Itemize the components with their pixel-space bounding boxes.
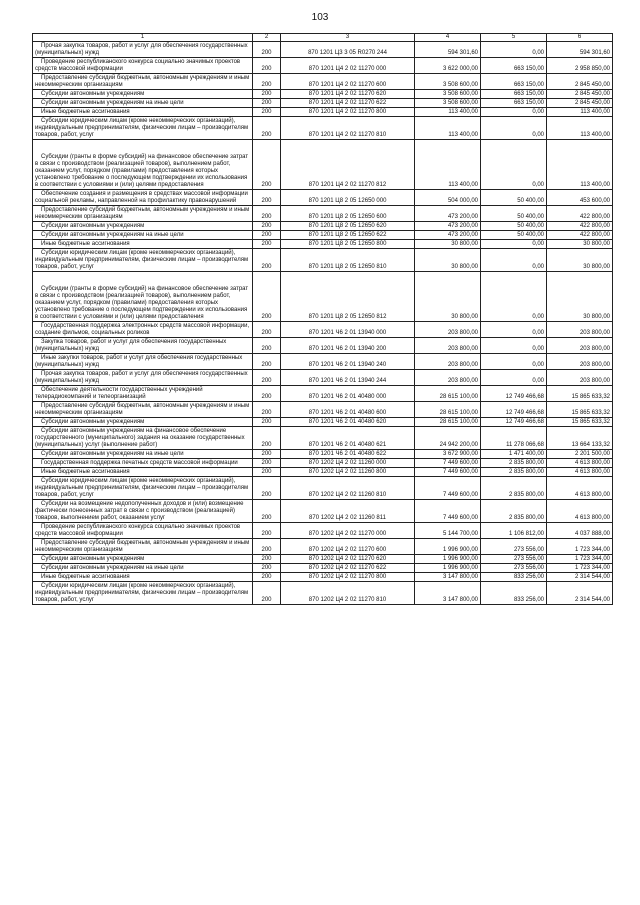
row-amount-cell: 203 800,00: [415, 370, 481, 386]
row-amount-cell: 473 200,00: [415, 206, 481, 222]
row-amount-cell: 30 800,00: [415, 240, 481, 249]
row-code-cell: 870 1201 Ц4 2 02 11270 620: [281, 90, 415, 99]
table-row: [33, 231, 613, 240]
row-executed-cell: 0,00: [481, 249, 547, 272]
row-name-cell: Субсидии (гранты в форме субсидий) на финансовое обеспечение затрат в связи с производством (реализацией товаров), выполнением работ, оказанием услуг, порядком (правилами) предоставления которых установлено требование о последующем подтверждении их использования в соответствии с условиями и (или) целями предоставления: [33, 140, 253, 190]
row-name-cell: Обеспечение деятельности государственных учреждений телерадиокомпаний и телеорганизаций: [33, 386, 253, 402]
row-name-cell: Предоставление субсидий бюджетным, автономным учреждениям и иным некоммерческим организациям: [33, 206, 253, 222]
row-remainder-cell: 453 600,00: [547, 190, 613, 206]
row-amount-cell: 3 508 600,00: [415, 99, 481, 108]
row-column2-cell: 200: [253, 74, 281, 90]
row-amount-cell: 203 800,00: [415, 322, 481, 338]
row-column2-cell: 200: [253, 539, 281, 555]
row-code-cell: 870 1201 Ц8 2 05 12650 000: [281, 190, 415, 206]
row-name-cell: Субсидии автономным учреждениям: [33, 222, 253, 231]
row-code-cell: 870 1201 Ц4 2 02 11270 600: [281, 74, 415, 90]
row-amount-cell: 113 400,00: [415, 117, 481, 140]
row-amount-cell: 113 400,00: [415, 140, 481, 190]
row-remainder-cell: 2 314 544,00: [547, 573, 613, 582]
row-amount-cell: 203 800,00: [415, 338, 481, 354]
row-column2-cell: 200: [253, 240, 281, 249]
row-remainder-cell: 2 958 850,00: [547, 58, 613, 74]
table-row: [33, 58, 613, 74]
row-column2-cell: 200: [253, 468, 281, 477]
row-remainder-cell: 4 037 888,00: [547, 523, 613, 539]
row-column2-cell: 200: [253, 370, 281, 386]
row-amount-cell: 3 147 800,00: [415, 573, 481, 582]
table-row: [33, 539, 613, 555]
row-amount-cell: 594 301,60: [415, 42, 481, 58]
row-executed-cell: 0,00: [481, 140, 547, 190]
page-number: 103: [311, 12, 329, 23]
row-executed-cell: 12 749 466,68: [481, 418, 547, 427]
row-code-cell: 870 1202 Ц4 2 02 11270 600: [281, 539, 415, 555]
row-column2-cell: 200: [253, 222, 281, 231]
row-amount-cell: 7 449 600,00: [415, 459, 481, 468]
row-name-cell: Субсидии автономным учреждениям на иные цели: [33, 99, 253, 108]
row-remainder-cell: 2 845 450,00: [547, 90, 613, 99]
row-name-cell: Государственная поддержка электронных средств массовой информации, создание фильмов, социальных роликов: [33, 322, 253, 338]
row-remainder-cell: 4 613 800,00: [547, 468, 613, 477]
row-remainder-cell: 594 301,60: [547, 42, 613, 58]
row-amount-cell: 3 508 600,00: [415, 74, 481, 90]
row-executed-cell: 0,00: [481, 322, 547, 338]
row-name-cell: Иные бюджетные ассигнования: [33, 240, 253, 249]
row-name-cell: Предоставление субсидий бюджетным, автономным учреждениям и иным некоммерческим организациям: [33, 402, 253, 418]
row-remainder-cell: 203 800,00: [547, 338, 613, 354]
row-name-cell: Прочая закупка товаров, работ и услуг для обеспечения государственных (муниципальных) нужд: [33, 42, 253, 58]
row-column2-cell: 200: [253, 231, 281, 240]
row-code-cell: 870 1201 Ц8 2 05 12650 622: [281, 231, 415, 240]
row-column2-cell: 200: [253, 108, 281, 117]
table-row: [33, 74, 613, 90]
row-code-cell: 870 1201 Ч6 2 01 13940 240: [281, 354, 415, 370]
row-name-cell: Иные бюджетные ассигнования: [33, 573, 253, 582]
row-remainder-cell: 2 201 500,00: [547, 450, 613, 459]
table-row: [33, 338, 613, 354]
row-executed-cell: 0,00: [481, 108, 547, 117]
column-header: 3: [281, 34, 415, 42]
row-code-cell: 870 1202 Ц4 2 02 11260 000: [281, 459, 415, 468]
column-header: 6: [547, 34, 613, 42]
row-executed-cell: 833 256,00: [481, 582, 547, 605]
row-amount-cell: 5 144 700,00: [415, 523, 481, 539]
row-executed-cell: 273 556,00: [481, 555, 547, 564]
table-row: [33, 370, 613, 386]
row-executed-cell: 663 150,00: [481, 99, 547, 108]
table-row: [33, 190, 613, 206]
table-row: [33, 468, 613, 477]
row-name-cell: Прочая закупка товаров, работ и услуг для обеспечения государственных (муниципальных) нужд: [33, 370, 253, 386]
row-amount-cell: 3 672 900,00: [415, 450, 481, 459]
row-remainder-cell: 113 400,00: [547, 117, 613, 140]
row-executed-cell: 1 106 812,00: [481, 523, 547, 539]
row-amount-cell: 1 996 900,00: [415, 555, 481, 564]
table-row: [33, 477, 613, 500]
table-row: [33, 386, 613, 402]
row-column2-cell: 200: [253, 418, 281, 427]
table-row: [33, 418, 613, 427]
row-remainder-cell: 422 800,00: [547, 206, 613, 222]
row-amount-cell: 30 800,00: [415, 249, 481, 272]
table-row: [33, 582, 613, 605]
row-amount-cell: 3 508 600,00: [415, 90, 481, 99]
row-code-cell: 870 1202 Ц4 2 02 11260 800: [281, 468, 415, 477]
row-name-cell: Субсидии юридическим лицам (кроме некоммерческих организаций), индивидуальным предпринимателям, физическим лицам – производителям товаров, работ, услуг: [33, 582, 253, 605]
row-amount-cell: 203 800,00: [415, 354, 481, 370]
row-column2-cell: 200: [253, 477, 281, 500]
column-header: 5: [481, 34, 547, 42]
row-name-cell: Закупка товаров, работ и услуг для обеспечения государственных (муниципальных) нужд: [33, 338, 253, 354]
row-code-cell: 870 1201 Ч6 2 01 40480 600: [281, 402, 415, 418]
row-code-cell: 870 1201 Ч6 2 01 40480 622: [281, 450, 415, 459]
row-amount-cell: 28 615 100,00: [415, 386, 481, 402]
row-code-cell: 870 1202 Ц4 2 02 11270 000: [281, 523, 415, 539]
row-remainder-cell: 15 865 633,32: [547, 418, 613, 427]
row-name-cell: Предоставление субсидий бюджетным, автономным учреждениям и иным некоммерческим организациям: [33, 539, 253, 555]
row-remainder-cell: 1 723 344,00: [547, 564, 613, 573]
row-amount-cell: 113 400,00: [415, 108, 481, 117]
table-body: [33, 42, 613, 605]
row-name-cell: Иные бюджетные ассигнования: [33, 108, 253, 117]
row-column2-cell: 200: [253, 555, 281, 564]
row-code-cell: 870 1201 Ч6 2 01 13940 000: [281, 322, 415, 338]
row-executed-cell: 663 150,00: [481, 74, 547, 90]
row-executed-cell: 273 556,00: [481, 539, 547, 555]
row-name-cell: Субсидии автономным учреждениям на иные цели: [33, 231, 253, 240]
row-name-cell: Предоставление субсидий бюджетным, автономным учреждениям и иным некоммерческим организациям: [33, 74, 253, 90]
row-column2-cell: 200: [253, 582, 281, 605]
row-remainder-cell: 30 800,00: [547, 249, 613, 272]
row-code-cell: 870 1202 Ц4 2 02 11270 800: [281, 573, 415, 582]
row-executed-cell: 2 835 800,00: [481, 468, 547, 477]
row-column2-cell: 200: [253, 338, 281, 354]
row-name-cell: Субсидии автономным учреждениям на финансовое обеспечение государственного (муниципального) задания на оказание государственных (муниципальных) услуг (выполнение работ): [33, 427, 253, 450]
row-column2-cell: 200: [253, 354, 281, 370]
row-remainder-cell: 2 845 450,00: [547, 99, 613, 108]
table-row: [33, 322, 613, 338]
table-row: [33, 206, 613, 222]
row-code-cell: 870 1201 Ч6 2 01 13940 244: [281, 370, 415, 386]
row-remainder-cell: 30 800,00: [547, 240, 613, 249]
row-column2-cell: 200: [253, 450, 281, 459]
row-code-cell: 870 1202 Ц4 2 02 11260 811: [281, 500, 415, 523]
row-remainder-cell: 422 800,00: [547, 222, 613, 231]
row-remainder-cell: 15 865 633,32: [547, 386, 613, 402]
row-executed-cell: 50 400,00: [481, 222, 547, 231]
row-column2-cell: 200: [253, 190, 281, 206]
row-amount-cell: 24 942 200,00: [415, 427, 481, 450]
row-executed-cell: 0,00: [481, 240, 547, 249]
table-row: [33, 555, 613, 564]
table-row: [33, 222, 613, 231]
row-remainder-cell: 1 723 344,00: [547, 555, 613, 564]
row-executed-cell: 50 400,00: [481, 231, 547, 240]
row-amount-cell: 1 996 900,00: [415, 539, 481, 555]
row-name-cell: Субсидии (гранты в форме субсидий) на финансовое обеспечение затрат в связи с производством (реализацией товаров), выполнением работ, оказанием услуг, порядком (правилами) предоставления которых установлено требование о последующем подтверждении их использования в соответствии с условиями и (или) целями предоставления: [33, 272, 253, 322]
row-name-cell: Субсидии автономным учреждениям: [33, 90, 253, 99]
table-row: [33, 500, 613, 523]
row-remainder-cell: 203 800,00: [547, 322, 613, 338]
row-column2-cell: 200: [253, 90, 281, 99]
row-remainder-cell: 113 400,00: [547, 108, 613, 117]
row-amount-cell: 1 996 900,00: [415, 564, 481, 573]
table-row: [33, 459, 613, 468]
row-column2-cell: 200: [253, 42, 281, 58]
row-column2-cell: 200: [253, 58, 281, 74]
table-row: [33, 272, 613, 322]
table-row: [33, 354, 613, 370]
row-executed-cell: 663 150,00: [481, 58, 547, 74]
row-code-cell: 870 1201 Ч6 2 01 40480 620: [281, 418, 415, 427]
row-name-cell: Субсидии автономным учреждениям: [33, 555, 253, 564]
row-name-cell: Субсидии автономным учреждениям на иные цели: [33, 450, 253, 459]
row-remainder-cell: 30 800,00: [547, 272, 613, 322]
table-row: [33, 573, 613, 582]
row-code-cell: 870 1202 Ц4 2 02 11260 810: [281, 477, 415, 500]
row-remainder-cell: 4 613 800,00: [547, 459, 613, 468]
row-column2-cell: 200: [253, 272, 281, 322]
row-name-cell: Субсидии на возмещение недополученных доходов и (или) возмещение фактически понесенных затрат в связи с производством (реализацией) товаров, выполнением работ, оказанием услуг: [33, 500, 253, 523]
row-code-cell: 870 1201 Ц4 2 02 11270 800: [281, 108, 415, 117]
column-header: 4: [415, 34, 481, 42]
row-executed-cell: 0,00: [481, 272, 547, 322]
row-column2-cell: 200: [253, 249, 281, 272]
row-code-cell: 870 1201 Ч6 2 01 40480 621: [281, 427, 415, 450]
row-executed-cell: 12 749 466,68: [481, 386, 547, 402]
row-amount-cell: 3 622 000,00: [415, 58, 481, 74]
row-column2-cell: 200: [253, 573, 281, 582]
row-name-cell: Государственная поддержка печатных средств массовой информации: [33, 459, 253, 468]
row-code-cell: 870 1201 Ц8 2 05 12650 800: [281, 240, 415, 249]
row-name-cell: Субсидии юридическим лицам (кроме некоммерческих организаций), индивидуальным предпринимателям, физическим лицам – производителям товаров, работ, услуг: [33, 477, 253, 500]
row-executed-cell: 0,00: [481, 42, 547, 58]
row-name-cell: Субсидии автономным учреждениям на иные цели: [33, 564, 253, 573]
row-remainder-cell: 203 800,00: [547, 370, 613, 386]
row-name-cell: Проведение республиканского конкурса социально значимых проектов средств массовой информации: [33, 58, 253, 74]
row-executed-cell: 12 749 466,68: [481, 402, 547, 418]
row-code-cell: 870 1201 Ц4 2 02 11270 810: [281, 117, 415, 140]
row-code-cell: 870 1201 Ц8 2 05 12650 812: [281, 272, 415, 322]
row-code-cell: 870 1201 Ц4 2 02 11270 000: [281, 58, 415, 74]
row-name-cell: Проведение республиканского конкурса социально значимых проектов средств массовой информации: [33, 523, 253, 539]
row-remainder-cell: 113 400,00: [547, 140, 613, 190]
row-code-cell: 870 1201 Ч6 2 01 40480 000: [281, 386, 415, 402]
row-column2-cell: 200: [253, 427, 281, 450]
row-remainder-cell: 15 865 633,32: [547, 402, 613, 418]
row-executed-cell: 1 471 400,00: [481, 450, 547, 459]
table-row: [33, 427, 613, 450]
table-row: [33, 240, 613, 249]
row-name-cell: Иные бюджетные ассигнования: [33, 468, 253, 477]
table-row: [33, 140, 613, 190]
table-row: [33, 450, 613, 459]
row-name-cell: Обеспечение создания и размещения в средствах массовой информации социальной рекламы, направленной на профилактику правонарушений: [33, 190, 253, 206]
column-number-row: [33, 34, 613, 42]
row-code-cell: 870 1201 Ц4 2 02 11270 812: [281, 140, 415, 190]
table-row: [33, 108, 613, 117]
column-header: 1: [33, 34, 253, 42]
row-executed-cell: 273 556,00: [481, 564, 547, 573]
row-executed-cell: 0,00: [481, 370, 547, 386]
row-name-cell: Субсидии юридическим лицам (кроме некоммерческих организаций), индивидуальным предпринимателям, физическим лицам – производителям товаров, работ, услуг: [33, 249, 253, 272]
row-column2-cell: 200: [253, 500, 281, 523]
row-code-cell: 870 1201 Ц8 2 05 12650 810: [281, 249, 415, 272]
row-amount-cell: 473 200,00: [415, 231, 481, 240]
table-row: [33, 99, 613, 108]
row-remainder-cell: 2 314 544,00: [547, 582, 613, 605]
row-amount-cell: 473 200,00: [415, 222, 481, 231]
row-code-cell: 870 1201 Ц3 3 05 R0270 244: [281, 42, 415, 58]
table-row: [33, 42, 613, 58]
row-executed-cell: 50 400,00: [481, 190, 547, 206]
row-column2-cell: 200: [253, 206, 281, 222]
row-executed-cell: 2 835 800,00: [481, 477, 547, 500]
table-row: [33, 523, 613, 539]
table-row: [33, 249, 613, 272]
row-executed-cell: 2 835 800,00: [481, 459, 547, 468]
row-remainder-cell: 422 800,00: [547, 231, 613, 240]
row-column2-cell: 200: [253, 523, 281, 539]
row-name-cell: Субсидии юридическим лицам (кроме некоммерческих организаций), индивидуальным предпринимателям, физическим лицам – производителям товаров, работ, услуг: [33, 117, 253, 140]
budget-table: [32, 33, 613, 605]
row-executed-cell: 0,00: [481, 338, 547, 354]
row-executed-cell: 663 150,00: [481, 90, 547, 99]
table-row: [33, 117, 613, 140]
table-row: [33, 402, 613, 418]
column-header: 2: [253, 34, 281, 42]
row-amount-cell: 7 449 600,00: [415, 477, 481, 500]
row-executed-cell: 11 278 066,68: [481, 427, 547, 450]
row-column2-cell: 200: [253, 459, 281, 468]
row-amount-cell: 504 000,00: [415, 190, 481, 206]
row-remainder-cell: 2 845 450,00: [547, 74, 613, 90]
row-executed-cell: 833 256,00: [481, 573, 547, 582]
table-row: [33, 90, 613, 99]
row-code-cell: 870 1201 Ц8 2 05 12650 620: [281, 222, 415, 231]
row-column2-cell: 200: [253, 117, 281, 140]
row-code-cell: 870 1201 Ц8 2 05 12650 600: [281, 206, 415, 222]
row-code-cell: 870 1202 Ц4 2 02 11270 620: [281, 555, 415, 564]
row-amount-cell: 7 449 600,00: [415, 500, 481, 523]
row-column2-cell: 200: [253, 140, 281, 190]
row-amount-cell: 28 615 100,00: [415, 418, 481, 427]
row-name-cell: Субсидии автономным учреждениям: [33, 418, 253, 427]
row-executed-cell: 50 400,00: [481, 206, 547, 222]
row-code-cell: 870 1201 Ц4 2 02 11270 622: [281, 99, 415, 108]
row-column2-cell: 200: [253, 322, 281, 338]
row-remainder-cell: 4 613 800,00: [547, 500, 613, 523]
row-code-cell: 870 1202 Ц4 2 02 11270 810: [281, 582, 415, 605]
row-remainder-cell: 4 613 800,00: [547, 477, 613, 500]
row-column2-cell: 200: [253, 402, 281, 418]
row-column2-cell: 200: [253, 564, 281, 573]
row-code-cell: 870 1202 Ц4 2 02 11270 622: [281, 564, 415, 573]
row-executed-cell: 0,00: [481, 354, 547, 370]
row-column2-cell: 200: [253, 99, 281, 108]
row-remainder-cell: 13 664 133,32: [547, 427, 613, 450]
row-amount-cell: 7 449 600,00: [415, 468, 481, 477]
row-code-cell: 870 1201 Ч6 2 01 13940 200: [281, 338, 415, 354]
row-amount-cell: 30 800,00: [415, 272, 481, 322]
row-amount-cell: 28 615 100,00: [415, 402, 481, 418]
row-remainder-cell: 203 800,00: [547, 354, 613, 370]
table-row: [33, 564, 613, 573]
row-column2-cell: 200: [253, 386, 281, 402]
row-name-cell: Иные закупки товаров, работ и услуг для обеспечения государственных (муниципальных) нужд: [33, 354, 253, 370]
row-remainder-cell: 1 723 344,00: [547, 539, 613, 555]
row-executed-cell: 0,00: [481, 117, 547, 140]
row-executed-cell: 2 835 800,00: [481, 500, 547, 523]
row-amount-cell: 3 147 800,00: [415, 582, 481, 605]
